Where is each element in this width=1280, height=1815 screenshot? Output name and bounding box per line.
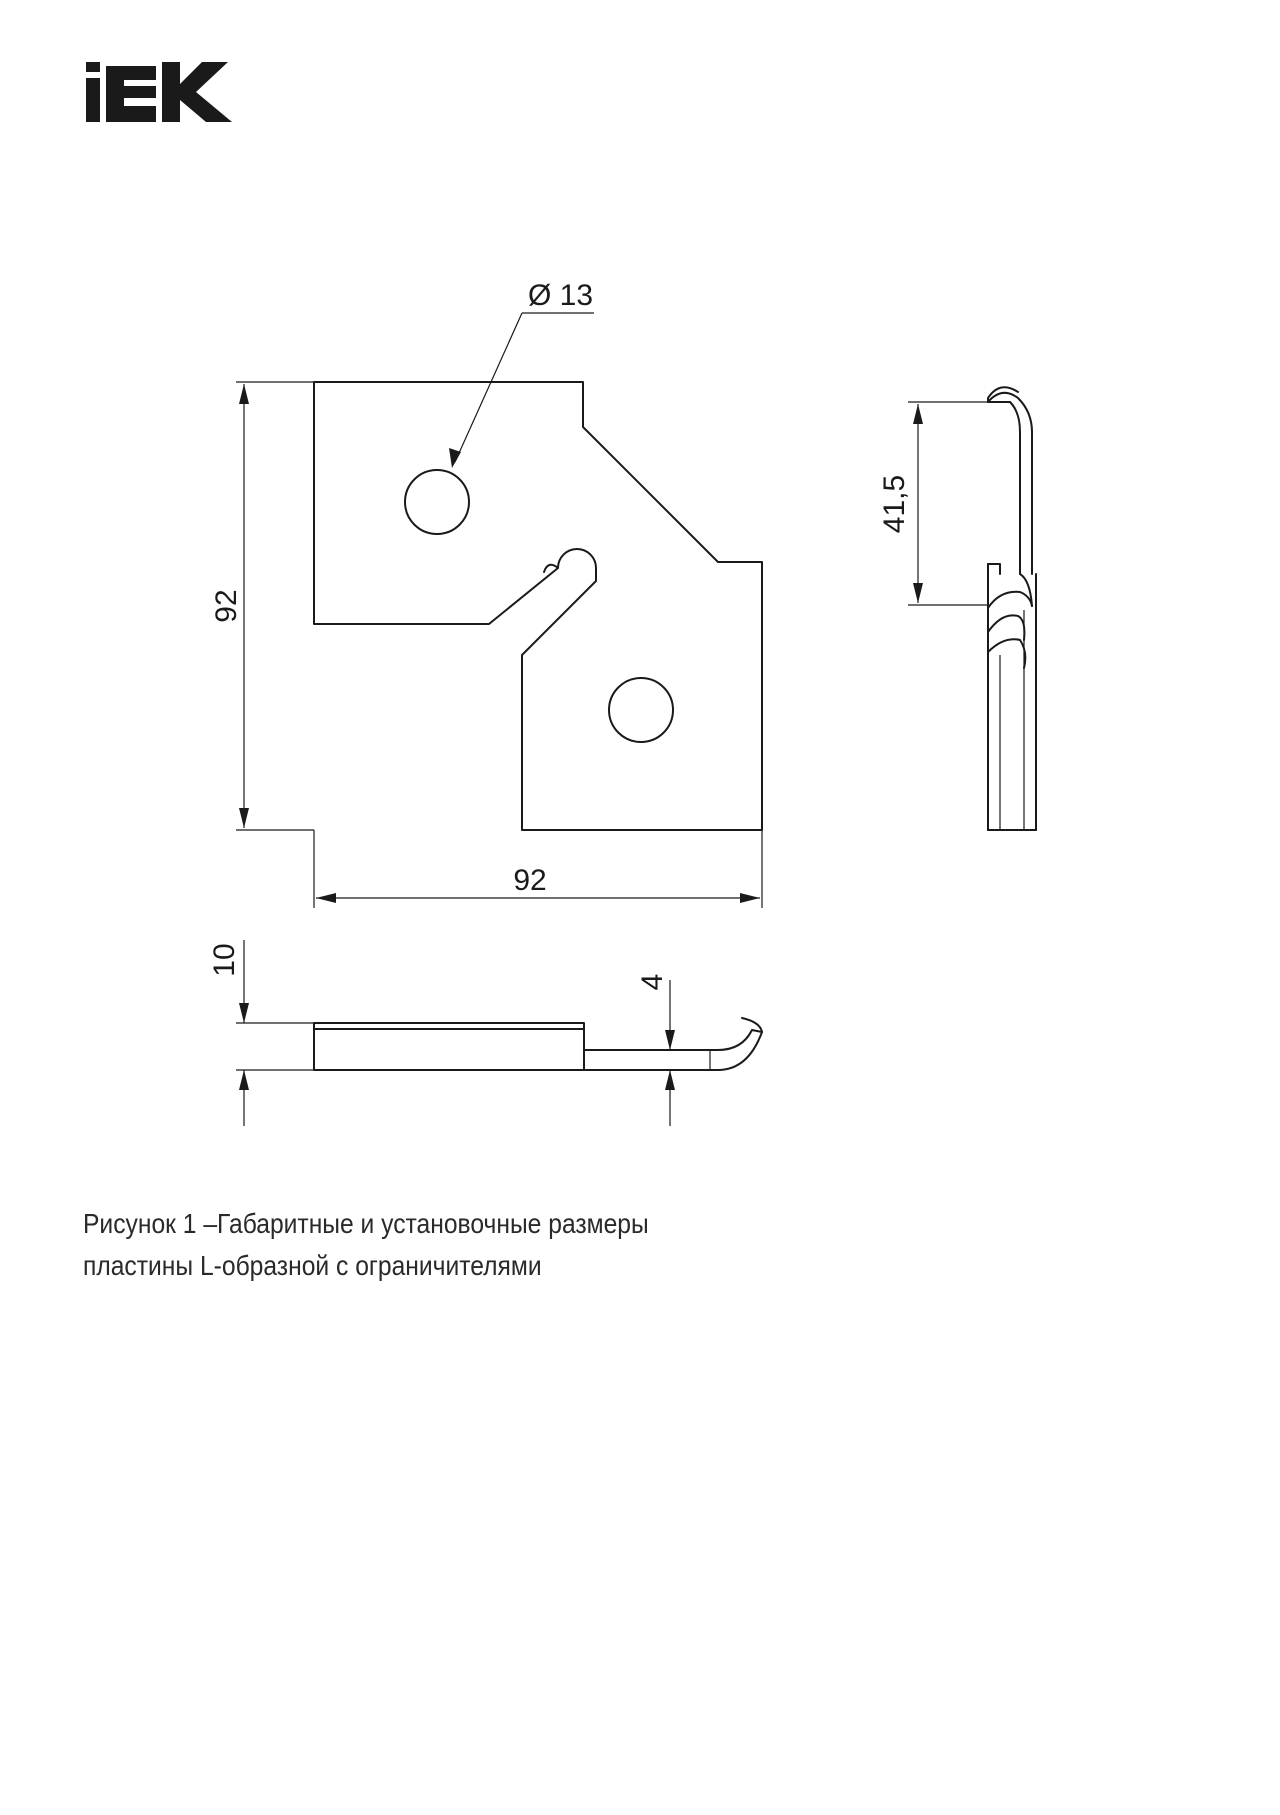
front-view [314,382,762,830]
caption-line-2: пластины L-образной с ограничителями [83,1250,542,1281]
plate-outline [314,382,762,830]
diameter-callout [449,279,594,468]
bottom-view [314,1018,762,1070]
hole-upper [405,470,469,534]
bend-length-label: 41,5 [878,474,911,534]
thickness-total-label: 10 [208,943,241,977]
side-view [988,387,1036,830]
bend-dimension [878,402,988,605]
width-dimension [314,830,762,908]
caption-line-1: Рисунок 1 –Габаритные и установочные размеры [83,1208,649,1239]
thickness-plate-label: 4 [636,973,669,991]
thickness-total-dimension [208,940,314,1126]
height-dimension [210,382,314,830]
hole-lower [609,678,673,742]
hole-diameter-label: Ø 13 [528,279,594,312]
width-label: 92 [513,864,547,897]
figure-caption [83,1203,649,1287]
height-label: 92 [210,589,243,623]
